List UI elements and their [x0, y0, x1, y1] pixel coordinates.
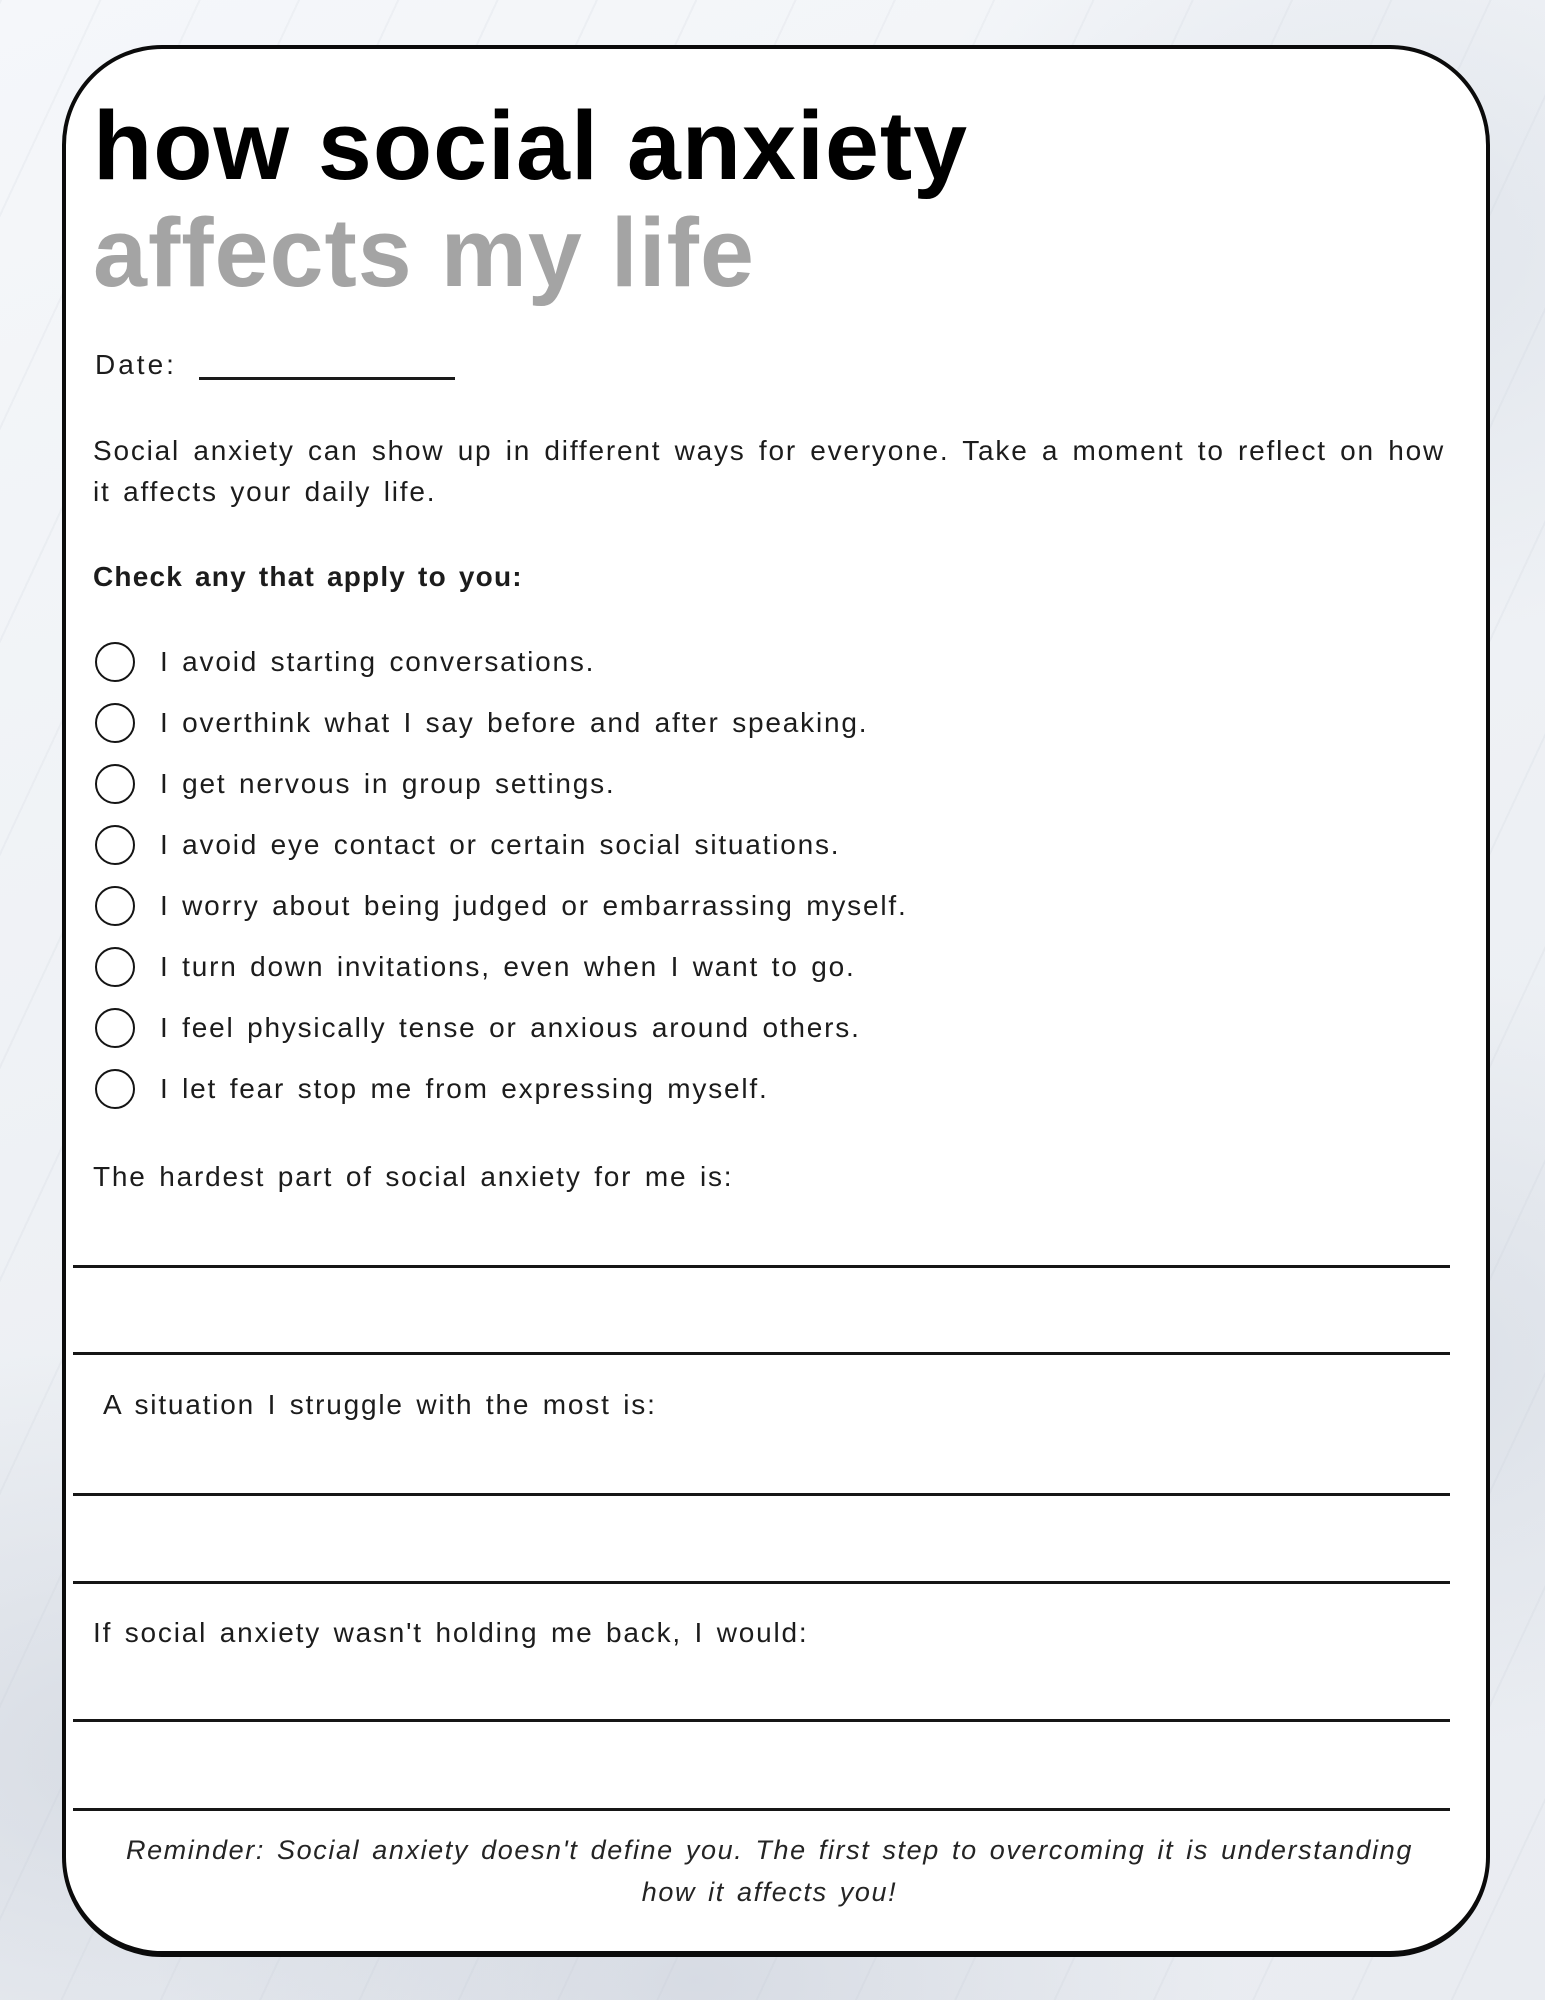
- section-1-writing-line-1[interactable]: [73, 1265, 1450, 1268]
- checkbox-circle[interactable]: [95, 764, 135, 804]
- checklist-item: [93, 936, 1446, 997]
- section-3-writing-line-2[interactable]: [73, 1808, 1450, 1811]
- title-line-2: affects my life: [93, 197, 755, 307]
- checklist-item: [93, 997, 1446, 1058]
- reminder-line-2: how it affects you!: [641, 1877, 898, 1907]
- checklist-item: [93, 875, 1446, 936]
- checkbox-circle[interactable]: [95, 703, 135, 743]
- checklist-item: [93, 1058, 1446, 1119]
- section-2-writing-line-1[interactable]: [73, 1493, 1450, 1496]
- checklist-item-label: I avoid eye contact or certain social situations.: [160, 828, 841, 860]
- section-2-prompt: A situation I struggle with the most is:: [103, 1389, 657, 1420]
- checklist-header: Check any that apply to you:: [93, 561, 523, 592]
- checkbox-circle[interactable]: [95, 825, 135, 865]
- checkbox-circle[interactable]: [95, 947, 135, 987]
- section-2-writing-line-2[interactable]: [73, 1581, 1450, 1584]
- title-line-1: how social anxiety: [93, 91, 969, 200]
- checkbox-circle[interactable]: [95, 642, 135, 682]
- section-1-prompt: The hardest part of social anxiety for me is:: [93, 1161, 734, 1192]
- intro-paragraph: Social anxiety can show up in different ways for everyone. Take a moment to reflect on how it affects your daily life.: [93, 435, 1445, 507]
- page-title: [93, 93, 968, 306]
- checklist-item-label: I let fear stop me from expressing myself.: [160, 1072, 769, 1104]
- section-1-writing-line-2[interactable]: [73, 1352, 1450, 1355]
- checklist-item-label: I avoid starting conversations.: [160, 645, 596, 677]
- date-row: [95, 349, 455, 381]
- checklist-item: [93, 631, 1446, 692]
- section-3-writing-line-1[interactable]: [73, 1719, 1450, 1722]
- checkbox-circle[interactable]: [95, 1008, 135, 1048]
- reminder-note: [93, 1829, 1446, 1913]
- date-fill-in-line[interactable]: [199, 351, 455, 380]
- section-3-prompt: If social anxiety wasn't holding me back, I would:: [93, 1617, 809, 1648]
- checklist-item: [93, 692, 1446, 753]
- checklist: [93, 631, 1446, 1119]
- checklist-item-label: I feel physically tense or anxious around others.: [160, 1011, 861, 1043]
- checklist-item: [93, 753, 1446, 814]
- checklist-item: [93, 814, 1446, 875]
- reminder-line-1: Reminder: Social anxiety doesn't define you. The first step to overcoming it is understanding: [125, 1835, 1414, 1865]
- checklist-item-label: I turn down invitations, even when I want to go.: [160, 950, 856, 982]
- worksheet-card: [62, 45, 1490, 1957]
- checkbox-circle[interactable]: [95, 1069, 135, 1109]
- checklist-item-label: I worry about being judged or embarrassing myself.: [160, 889, 908, 921]
- checklist-item-label: I overthink what I say before and after speaking.: [160, 706, 869, 738]
- date-label: Date:: [95, 349, 177, 380]
- checklist-item-label: I get nervous in group settings.: [160, 767, 616, 799]
- checkbox-circle[interactable]: [95, 886, 135, 926]
